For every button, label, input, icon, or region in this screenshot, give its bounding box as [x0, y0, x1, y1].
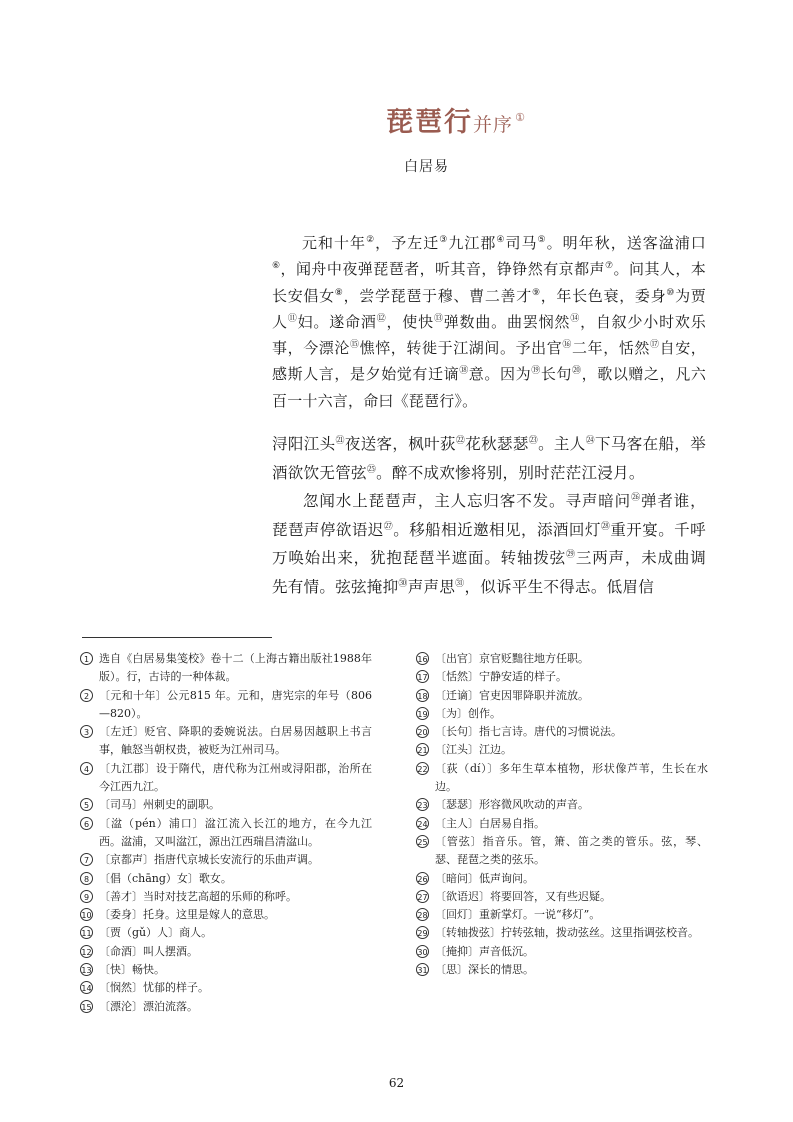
footnote-number: 1 — [80, 652, 93, 665]
footnote-text: 〔管弦〕指音乐。管，箫、笛之类的管乐。弦，琴、瑟、琵琶之类的弦乐。 — [435, 834, 708, 867]
footnote-number: 21 — [416, 743, 429, 756]
footnote-text: 〔暗问〕低声询问。 — [435, 871, 534, 885]
footnote-number: 13 — [80, 963, 93, 976]
footnote-item — [416, 906, 708, 924]
footnote-number: 10 — [80, 908, 93, 921]
title-subtitle: 并序 — [473, 114, 514, 136]
footnote-item — [416, 943, 708, 961]
footnote-text: 〔司马〕州刺史的副职。 — [99, 798, 220, 812]
footnote-text: 〔回灯〕重新掌灯。一说“移灯”。 — [435, 908, 601, 922]
footnote-item — [80, 961, 372, 979]
footnote-text: 〔湓（pén）浦口〕湓江流入长江的地方，在今九江西。湓浦，又叫湓江，源出江西瑞昌清湓山。 — [99, 816, 372, 848]
footnote-text: 〔善才〕当时对技艺高超的乐师的称呼。 — [99, 889, 297, 903]
footnote-text: 〔元和十年〕公元815 年。元和，唐宪宗的年号（806—820）。 — [99, 688, 372, 720]
footnote-item — [416, 870, 708, 888]
page-title — [386, 100, 527, 139]
footnote-text: 〔主人〕白居易自指。 — [435, 816, 545, 830]
footnote-text: 〔长句〕指七言诗。唐代的习惯说法。 — [435, 725, 622, 739]
footnote-text: 〔掩抑〕声音低沉。 — [435, 944, 534, 958]
footnote-text: 〔荻（dí）〕多年生草本植物，形状像芦苇，生长在水边。 — [435, 761, 708, 794]
footnote-item — [80, 851, 372, 869]
footnote-number: 24 — [416, 817, 429, 830]
footnote-number: 9 — [80, 890, 93, 903]
footnote-item — [416, 833, 708, 870]
footnote-number: 30 — [416, 945, 429, 958]
footnote-number: 23 — [416, 798, 429, 811]
footnote-item — [80, 815, 372, 852]
footnote-number: 19 — [416, 707, 429, 720]
footnote-item — [416, 723, 708, 741]
footnote-text: 〔九江郡〕设于隋代，唐代称为江州或浔阳郡，治所在今江西九江。 — [99, 761, 372, 794]
footnote-divider — [82, 637, 272, 638]
footnote-number: 8 — [80, 872, 93, 885]
footnote-item — [416, 687, 708, 705]
footnote-text: 〔贾（gǔ）人〕商人。 — [99, 926, 213, 940]
footnote-number: 15 — [80, 1000, 93, 1013]
footnote-number: 18 — [416, 689, 429, 702]
title-footnote-mark: ① — [515, 111, 527, 124]
footnote-number: 29 — [416, 926, 429, 939]
footnote-text: 选自《白居易集笺校》卷十二（上海古籍出版社1988年版）。行，古诗的一种体裁。 — [99, 652, 372, 684]
title-main: 琵琶行 — [386, 107, 474, 138]
footnote-text: 〔迁谪〕官吏因罪降职并流放。 — [435, 688, 589, 702]
footnote-item — [416, 650, 708, 668]
footnotes-left-column — [80, 650, 372, 1016]
author-name: 白居易 — [404, 159, 449, 175]
footnote-item — [80, 979, 372, 997]
footnote-item — [416, 668, 708, 686]
footnote-number: 11 — [80, 926, 93, 939]
footnote-item — [416, 924, 708, 942]
footnote-item — [80, 888, 372, 906]
footnote-item — [416, 741, 708, 759]
footnote-text: 〔转轴拨弦〕拧转弦轴，拨动弦丝。这里指调弦校音。 — [435, 926, 699, 940]
footnote-text: 〔漂沦〕漂泊流落。 — [99, 999, 198, 1013]
footnote-text: 〔倡（chāng）女〕歌女。 — [99, 871, 232, 885]
footnote-number: 26 — [416, 872, 429, 885]
footnote-text: 〔京都声〕指唐代京城长安流行的乐曲声调。 — [99, 853, 319, 867]
footnote-number: 14 — [80, 981, 93, 994]
footnote-text: 〔瑟瑟〕形容微风吹动的声音。 — [435, 798, 589, 812]
footnote-number: 6 — [80, 817, 93, 830]
footnote-number: 27 — [416, 890, 429, 903]
footnote-number: 3 — [80, 725, 93, 738]
footnote-text: 〔出官〕京官贬黜往地方任职。 — [435, 652, 589, 665]
footnote-text: 〔委身〕托身。这里是嫁人的意思。 — [99, 908, 275, 922]
footnote-text: 〔江头〕江边。 — [435, 743, 512, 757]
footnote-number: 31 — [416, 963, 429, 976]
footnote-text: 〔为〕创作。 — [435, 706, 501, 720]
footnote-number: 16 — [416, 652, 429, 665]
footnote-text: 〔悯然〕忧郁的样子。 — [99, 981, 209, 995]
footnote-item — [80, 998, 372, 1016]
footnote-item — [416, 760, 708, 797]
footnote-item — [80, 943, 372, 961]
footnote-item — [416, 705, 708, 723]
footnote-text: 〔欲语迟〕将要回答，又有些迟疑。 — [435, 889, 611, 903]
footnote-number: 2 — [80, 689, 93, 702]
poem-paragraph-1: 浔阳江头$^㉑$夜送客，枫叶荻$^㉒$花秋瑟瑟$^㉓$。主人$^㉔$下马客在船，举酒欲饮无管弦$^㉕$。醉不成欢惨将别，别时茫茫江浸月。 — [272, 435, 707, 482]
footnote-item — [80, 870, 372, 888]
footnote-text: 〔恬然〕宁静安适的样子。 — [435, 670, 567, 684]
footnote-number: 5 — [80, 798, 93, 811]
footnote-item — [80, 723, 372, 760]
title-block — [0, 100, 793, 139]
poem-body — [272, 430, 706, 601]
preface — [272, 230, 706, 414]
footnote-item — [80, 760, 372, 797]
footnote-number: 12 — [80, 945, 93, 958]
footnote-item — [80, 796, 372, 814]
footnotes-right-column — [416, 650, 708, 979]
footnote-text: 〔命酒〕叫人摆酒。 — [99, 944, 198, 958]
footnote-number: 28 — [416, 908, 429, 921]
footnote-number: 20 — [416, 725, 429, 738]
footnote-text: 〔左迁〕贬官、降职的委婉说法。白居易因越职上书言事，触怒当朝权贵，被贬为江州司马。 — [99, 725, 372, 757]
page-number: 62 — [388, 1076, 405, 1090]
poem-paragraph-2: 忽闻水上琵琶声，主人忘归客不发。寻声暗问$^㉖$弹者谁，琵琶声停欲语迟$^㉗$。移船相近邀相见，添酒回灯$^㉘$重开宴。千呼万唤始出来，犹抱琵琶半遮面。转轴拨弦$^㉙$三两声，未成曲调先有情。弦弦掩抑$^㉚$声声思$^㉛$，似诉平生不得志。低眉信 — [272, 492, 706, 596]
footnote-number: 4 — [80, 762, 93, 775]
footnote-text: 〔思〕深长的情思。 — [435, 963, 534, 977]
footnote-number: 25 — [416, 835, 429, 848]
footnote-item — [416, 796, 708, 814]
footnote-item — [80, 687, 372, 724]
footnote-item — [80, 906, 372, 924]
footnote-item — [416, 815, 708, 833]
footnote-text: 〔快〕畅快。 — [99, 963, 165, 977]
footnote-item — [80, 924, 372, 942]
footnote-number: 22 — [416, 762, 429, 775]
footnote-number: 17 — [416, 670, 429, 683]
footnote-item — [416, 888, 708, 906]
preface-paragraph: 元和十年②，予左迁③九江郡④司马⑤。明年秋，送客湓浦口⑥，闻舟中夜弹琵琶者，听其音，铮铮然有京都声⑦。问其人，本长安倡女⑧，尝学琵琶于穆、曹二善才⑨，年长色衰，委身⑩为贾人⑪妇。遂命酒⑫，使快⑬弹数曲。曲罢悯然⑭，自叙少小时欢乐事，今漂沦⑮憔悴，转徙于江湖间。予出官⑯二年，恬然⑰自安，感斯人言，是夕始觉有迁谪⑱意。因为⑲长句⑳，歌以赠之，凡六百一十六言，命曰《琵琶行》。 — [272, 234, 707, 410]
footnote-item — [416, 961, 708, 979]
footnote-item — [80, 650, 372, 687]
footnote-number: 7 — [80, 853, 93, 866]
